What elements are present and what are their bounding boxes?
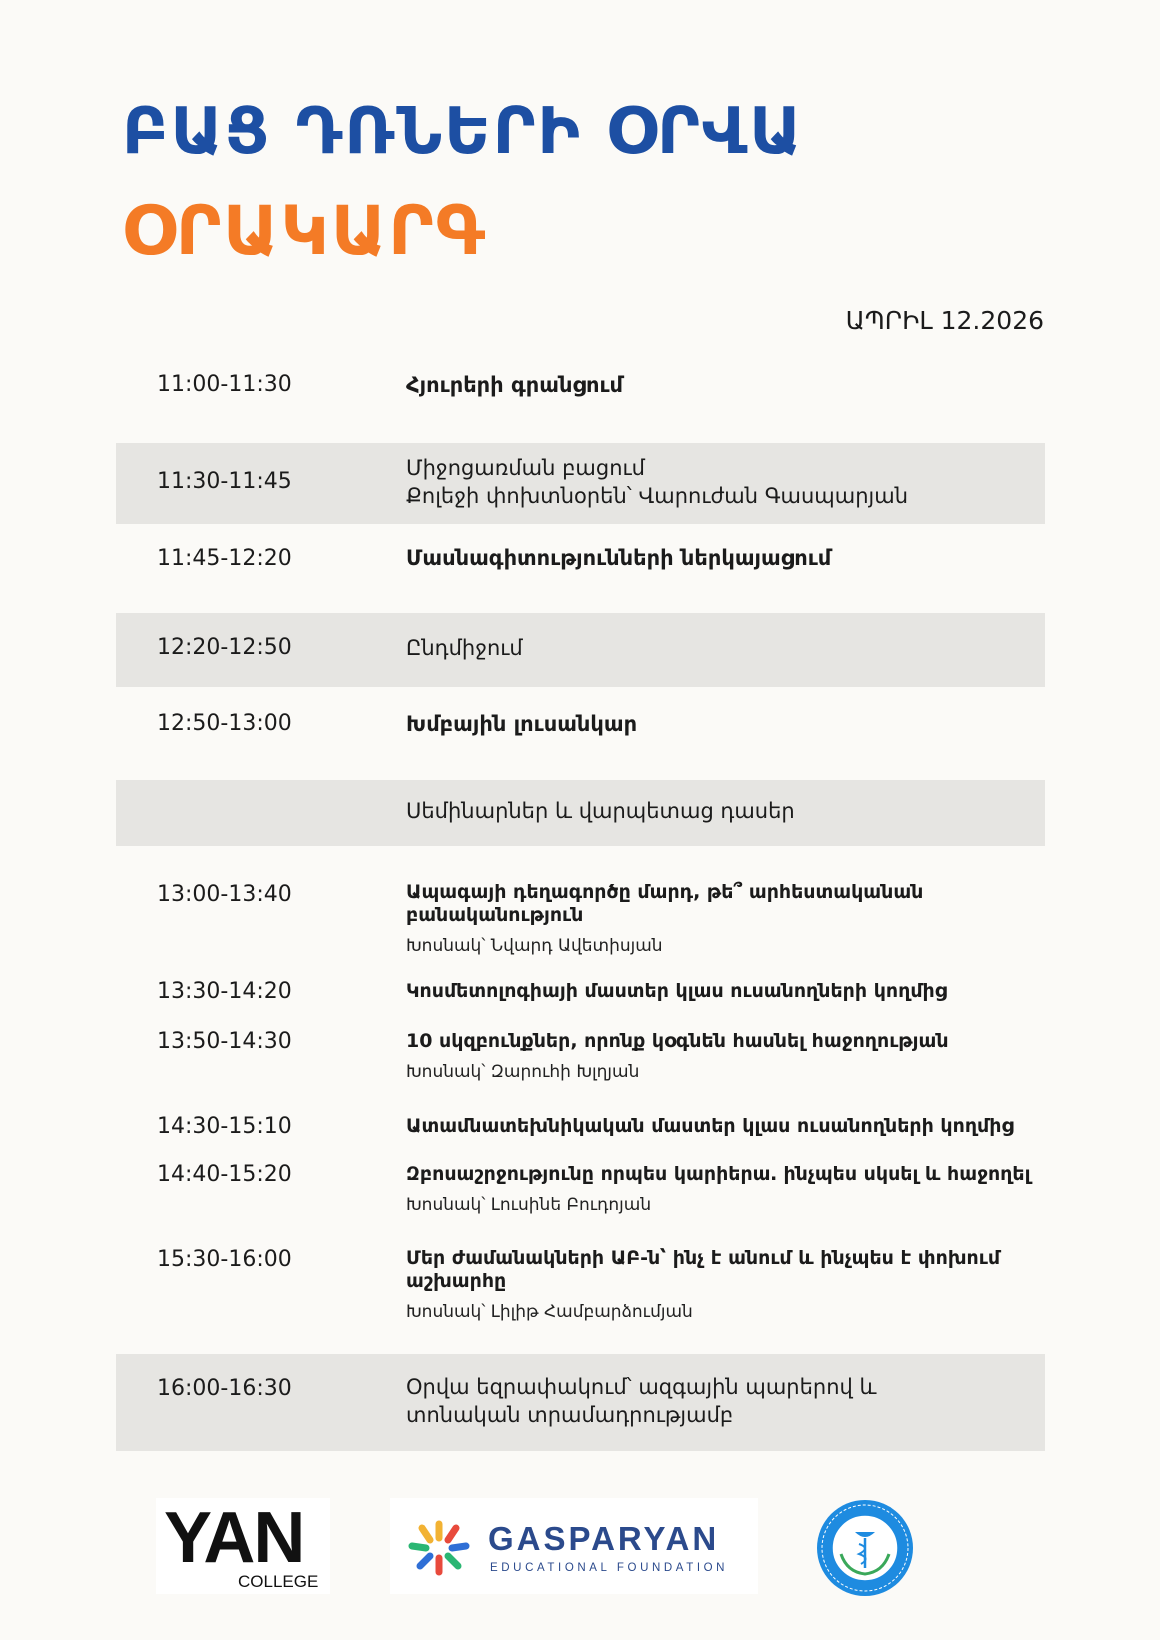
row-time: 14:30-15:10 (157, 1114, 292, 1139)
seminar-speaker: Խոսնակ՝ Զարուհի Խլղյան (406, 1062, 640, 1082)
seminar-title: Ապագայի դեղագործը մարդ, թե՞ արհեստականան (406, 881, 924, 903)
section-title: Սեմինարներ և վարպետաց դասեր (406, 799, 795, 823)
schedule-row (116, 687, 1045, 763)
row-title: տոնական տրամադրությամբ (406, 1403, 734, 1427)
seminar-row (116, 1107, 1045, 1147)
gasparyan-foundation-logo (390, 1498, 758, 1594)
seminar-speaker: Խոսնակ՝ Նվարդ Ավետիսյան (406, 936, 663, 956)
seminar-row (116, 1155, 1045, 1225)
schedule-section-header (116, 780, 1045, 846)
gasparyan-logo-subtitle: EDUCATIONAL FOUNDATION (490, 1562, 729, 1574)
seminar-speaker: Խոսնակ՝ Լիլիթ Համբարձումյան (406, 1302, 693, 1322)
row-title: Հյուրերի գրանցում (406, 373, 624, 397)
title-line-2: ՕՐԱԿԱՐԳ (122, 192, 488, 271)
schedule-row (116, 1354, 1045, 1451)
row-time: 13:30-14:20 (157, 979, 292, 1004)
schedule-row (116, 357, 1045, 423)
row-time: 14:40-15:20 (157, 1162, 292, 1187)
sponsor-logos (0, 1492, 1160, 1602)
seminar-title: Զբոսաշրջությունը որպես կարիերա․ ինչպես սկսել և հաջողել (406, 1163, 1031, 1185)
seminar-title: բանականություն (406, 904, 584, 926)
gasparyan-logo-name: GASPARYAN (488, 1520, 720, 1557)
medical-college-seal-icon (815, 1498, 915, 1598)
row-time: 12:50-13:00 (157, 711, 292, 736)
row-title: Ընդմիջում (406, 636, 523, 660)
schedule-row (116, 524, 1045, 604)
row-time: 11:30-11:45 (157, 469, 292, 494)
row-title: Միջոցառման բացում (406, 456, 645, 480)
row-time: 11:45-12:20 (157, 546, 292, 571)
row-time: 13:00-13:40 (157, 882, 292, 907)
row-time: 11:00-11:30 (157, 372, 292, 397)
seminar-row (116, 1022, 1045, 1092)
seminar-row (116, 867, 1045, 957)
row-time: 12:20-12:50 (157, 635, 292, 660)
seminar-title: Ատամնատեխնիկական մաստեր կլաս ուսանողների կողմից (406, 1115, 1014, 1137)
schedule-row (116, 443, 1045, 524)
row-title: Խմբային լուսանկար (406, 712, 638, 736)
seminar-title: 10 սկզբունքներ, որոնք կօգնեն հասնել հաջողության (406, 1030, 949, 1052)
row-time: 16:00-16:30 (157, 1376, 292, 1401)
row-title: Մասնագիտությունների ներկայացում (406, 546, 832, 570)
event-date: ԱՊՐԻԼ 12.2026 (845, 306, 1044, 335)
seminar-title: Կոսմետոլոգիայի մաստեր կլաս ուսանողների կողմից (406, 980, 947, 1002)
row-time: 13:50-14:30 (157, 1029, 292, 1054)
title-line-1: ԲԱՑ ԴՌՆԵՐԻ ՕՐՎԱ (122, 95, 804, 169)
seminar-row (116, 1241, 1045, 1331)
row-title: Օրվա եզրափակում՝ ազգային պարերով և (406, 1375, 877, 1399)
gasparyan-star-icon (404, 1516, 474, 1580)
seminar-row (116, 971, 1045, 1011)
schedule-row (116, 613, 1045, 687)
yan-logo-word: YAN (164, 1498, 304, 1578)
yan-logo-subtitle: COLLEGE (238, 1572, 319, 1591)
seminar-speaker: Խոսնակ՝ Լուսինե Բուդոյան (406, 1195, 652, 1215)
seminar-title: Մեր ժամանակների ԱԲ-ն՝ ինչ է անում և ինչպես է փոխում (406, 1247, 1001, 1269)
seminar-title: աշխարհը (406, 1270, 507, 1292)
row-time: 15:30-16:00 (157, 1247, 292, 1272)
row-title: Քոլեջի փոխտնօրեն՝ Վարուժան Գասպարյան (406, 484, 909, 508)
yan-college-logo (156, 1498, 330, 1594)
